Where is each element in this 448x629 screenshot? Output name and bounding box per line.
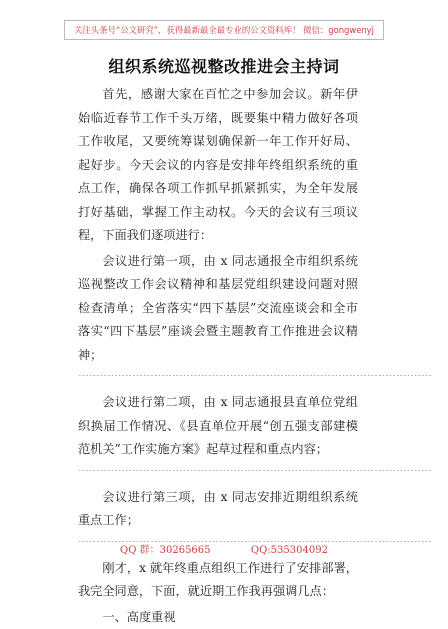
qq-text: QQ:535304092 [251,544,328,558]
paragraph-agenda-item-3: 会议进行第三项，由 x 同志安排近期组织系统重点工作； [78,486,358,533]
separator-line: -------------------------------------------------------------------------------------------------- [78,462,358,480]
promo-banner: 关注头条号“公文研究”，获得最新最全最专业的公文资料库！ 微信：gongwenyj [64,20,384,40]
paragraph-agenda-item-2: 会议进行第二项，由 x 同志通报县直单位党组织换届工作情况、《县直单位开展“创五强支部建模范机关”工作实施方案》起草过程和重点内容； [78,391,358,462]
paragraph-agenda-item-1: 会议进行第一项，由 x 同志通报全市组织系统巡视整改工作会议精神和基层党组织建设问题对照检查清单；全省落实“四下基层”交流座谈会和全市落实“四下基层”座谈会暨主题教育工作推进会议精神； [78,250,358,368]
paragraph-summary: 刚才，x 就年终重点组织工作进行了安排部署，我完全同意，下面，就近期工作我再强调几点： [78,557,358,604]
section-heading-1: 一、高度重视 [78,606,358,629]
document-title: 组织系统巡视整改推进会主持词 [0,57,448,77]
paragraph-opening: 首先，感谢大家在百忙之中参加会议。新年伊始临近春节工作千头万绪，既要集中精力做好各项工作收尾，又要统筹谋划确保新一年工作开好局、起好步。今天会议的内容是安排年终组织系统的重点工作，确保各项工作抓早抓紧抓实，为全年发展打好基础，掌握工作主动权。今天的会议有三项议程，下面我们逐项进行： [78,83,358,248]
separator-line: -------------------------------------------------------------------------------------------------- [78,533,358,551]
separator-line: -------------------------------------------------------------------------------------------------- [78,367,358,385]
contact-footer [0,544,448,558]
qq-group-text: QQ 群：30265665 [120,544,210,558]
